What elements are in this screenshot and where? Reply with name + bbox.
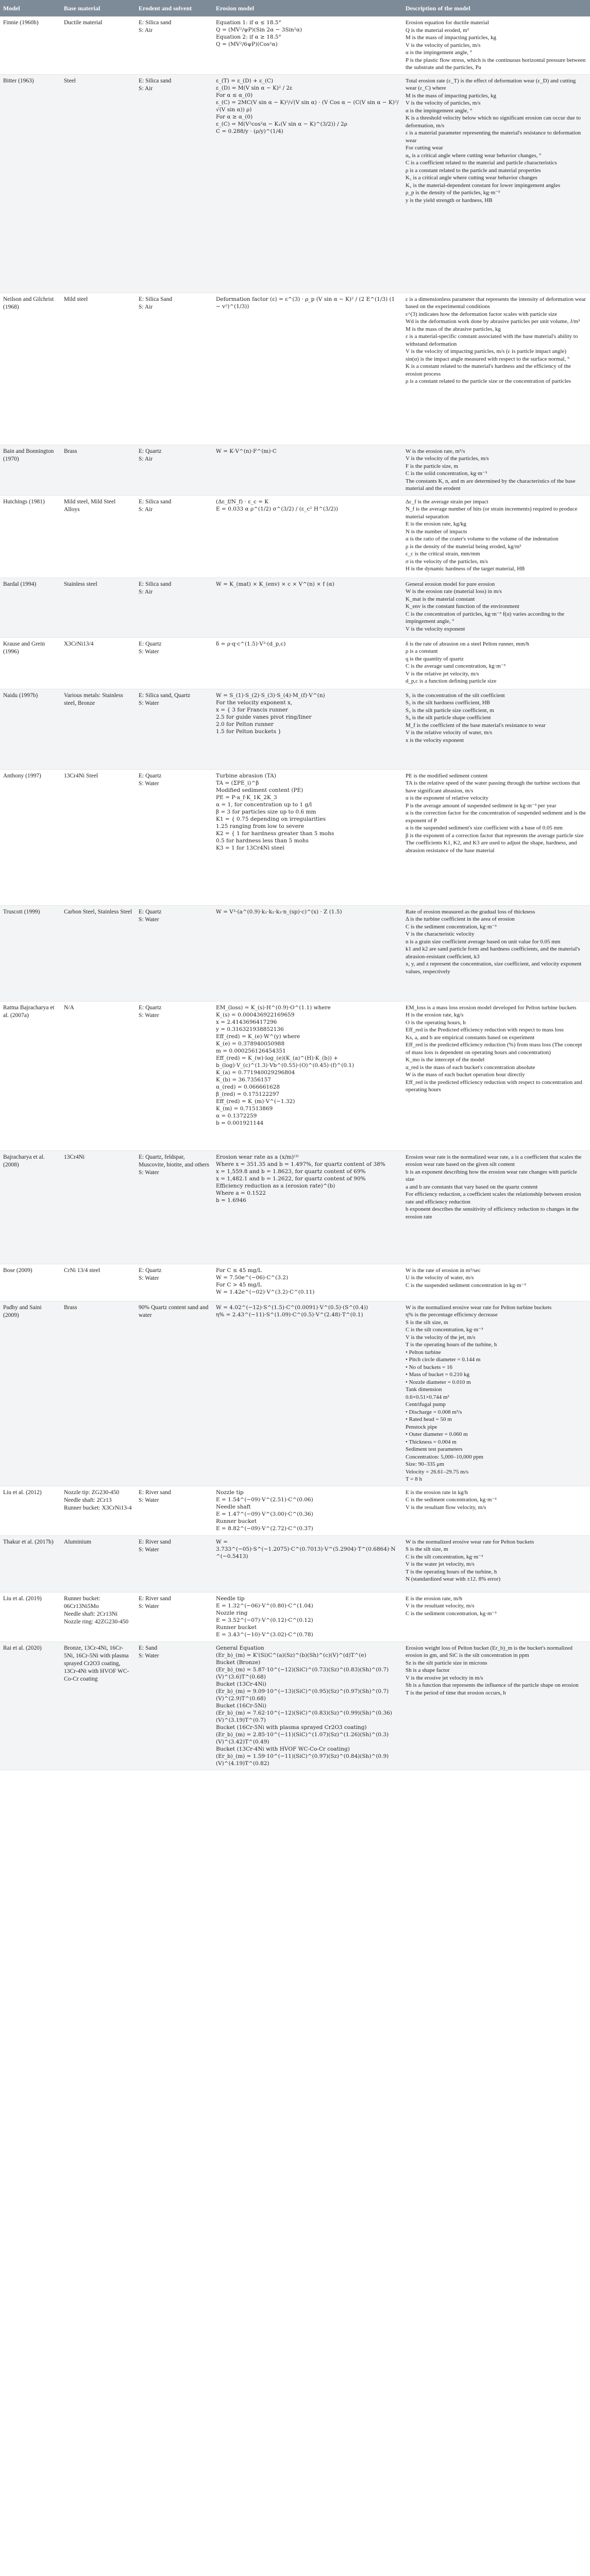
cell-base-material: X3CrNi13/4 — [61, 637, 136, 689]
table-row — [0, 1535, 590, 1592]
cell-erodent: E: Quartz S: Water — [136, 1001, 213, 1150]
cell-model: Naidu (1997b) — [0, 689, 61, 769]
cell-model: Liu et al. (2019) — [0, 1592, 61, 1641]
cell-base-material: Stainless steel — [61, 578, 136, 637]
header-description: Description of the model — [402, 0, 590, 16]
cell-erodent: E: Silica sand S: Air — [136, 16, 213, 74]
table-row — [0, 1592, 590, 1641]
cell-erodent: E: Quartz S: Water — [136, 905, 213, 1001]
cell-description: E is the erosion rate, m/h V is the resultant velocity, m/s C is the sediment concentration, kg·m⁻³ — [402, 1592, 590, 1641]
table-row — [0, 293, 590, 445]
cell-erodent: E: Quartz S: Air — [136, 445, 213, 495]
cell-erodent: E: Silica sand S: Air — [136, 495, 213, 578]
cell-erosion-model: Erosion wear rate as a (x/m)⁽³⁾ Where x = 351.35 and b = 1.497%, for quartz content of 38% x = 1,559.8 and b = 1.8623, for quartz content of 69% x = 1,482.1 and b = 1.2622, for quartz content of 90% Efficiency reduction as a (erosion rate)^(b) Where a = 0.1522 b = 1.6946 — [213, 1150, 402, 1264]
cell-description: S₁ is the concentration of the silt coefficient S₂ is the silt hardness coefficient, HB S₃ is the silt particle size coefficient, m S₄ is the silt particle shape coefficient M_f is the coefficient of the base material's resistance to wear V is the relative velocity of water, m/s x is the velocity exponent — [402, 689, 590, 769]
table-row — [0, 1301, 590, 1486]
cell-erosion-model: For C ≤ 45 mg/L W = 7.50e^(−06)·C^(3.2) For C > 45 mg/L W = 1.42e^(−02)·V^(3.2)·C^(0.11) — [213, 1264, 402, 1301]
cell-description: ε is a dimensionless parameter that represents the intensity of deformation wear based on the experimental conditions ε^(3) indicates how the deformation factor scales with particle size Wd is the deformation work done by abrasive particles per unit volume, J/m³ M is the mass of the abrasive particles, kg ε is a material-specific constant associated with the base material's ability to withstand deformation V is the velocity of impacting particles, m/s (ε is particle impact angle) sin(α) is the impact angle measured with respect to the surface normal, ° K is a constant related to the material's hardness and the efficiency of the erosion process ρ is a constant related to the particle size or the concentration of particles — [402, 293, 590, 445]
cell-base-material: 13Cr4Ni — [61, 1150, 136, 1264]
cell-model: Thakur et al. (2017b) — [0, 1535, 61, 1592]
cell-erosion-model: ε_(T) = ε_(D) + ε_(C) ε_(D) = M(V sin α − K)² / 2ε For α ≤ α_(0) ε_(C) = 2MC(V sin α − K)²/√(V sin α) · (V Cos α − (C(V sin α − K)²/√(V sin α)) ρ) For α ≥ α_(0) ε_(C) = M(V²cos²α − K₁(V sin α − K)^(3/2)) / 2ρ C = 0.288/y · (ρ/y)^(1/4) — [213, 74, 402, 293]
cell-erodent: E: Silica Sand S: Air — [136, 293, 213, 445]
cell-description: Erosion wear rate is the normalized wear rate, a is a coefficient that scales the erosion wear rate based on the given silt content b is an exponent describing how the erosion wear rate changes with particle size a and b are constants that vary based on the quartz content For efficiency reduction, a coefficient scales the relationship between erosion rate and efficiency reduction b exponent describes the sensitivity of efficiency reduction to changes in the erosion rate — [402, 1150, 590, 1264]
cell-base-material: Carbon Steel, Stainless Steel — [61, 905, 136, 1001]
cell-erodent: E: Sand S: Water — [136, 1641, 213, 1770]
cell-model: Bose (2009) — [0, 1264, 61, 1301]
table-row — [0, 1150, 590, 1264]
cell-base-material: Bronze, 13Cr-4Ni, 16Cr-5Ni, 16Cr-5Ni with plasma sprayed Cr2O3 coating, 13Cr-4Ni with HVOF WC-Co-Cr coating — [61, 1641, 136, 1770]
cell-base-material: Nozzle tip: ZG230-450 Needle shaft: 2Cr13 Runner bucket: X3CrNi13-4 — [61, 1486, 136, 1535]
cell-base-material: Mild steel, Mild Steel Alloys — [61, 495, 136, 578]
cell-erodent: E: Silica sand, Quartz S: Water — [136, 689, 213, 769]
cell-description: Erosion equation for ductile material Q is the material eroded, m³ M is the mass of impacting particles, kg V is the velocity of particles, m/s α is the impingement angle, ° P is the plastic flow stress, which is the continuous horizontal pressure between the substrate and the particles, Pa — [402, 16, 590, 74]
table-row — [0, 1641, 590, 1770]
cell-erosion-model: Nozzle tip E = 1.54^(−09)·V^(2.51)·C^(0.06) Needle shaft E = 1.47^(−09)·V^(3.00)·C^(0.36) Runner bucket E = 8.82^(−09)·V^(2.72)·C^(0.37) — [213, 1486, 402, 1535]
cell-model: Krause and Grein (1996) — [0, 637, 61, 689]
cell-description: General erosion model for pure erosion W is the erosion rate (material loss) in m/s K_mat is the material constant K_env is the constant function of the environment C is the concentration of particles, kg·m⁻³ f(α) varies according to the impingement angle, ° V is the velocity exponent — [402, 578, 590, 637]
cell-erosion-model: W = K·V^(n)·F^(m)·C — [213, 445, 402, 495]
cell-erodent: E: River sand S: Water — [136, 1592, 213, 1641]
cell-erosion-model: Deformation factor (ε) = ε^(3) · ρ_p (V sin α − K)² / (2 E^(1/3) (1 − v²)^(1/3)) — [213, 293, 402, 445]
cell-erosion-model: Turbine abrasion (TA) TA = (ΣPE_i)^β Modified sediment content (PE) PE = P·a_f·K_1K_2K_3 α = 1, for concentration up to 1 g/l β = 3 for particles size up to 0.6 mm K1 = { 0.75 depending on irregularities 1.25 ranging from low to severe K2 = { 1 for hardness greater than 5 mohs 0.5 for hardness less than 5 mohs K3 = 1 for 13Cr4Ni steel — [213, 769, 402, 905]
table-row — [0, 74, 590, 293]
cell-base-material: Mild steel — [61, 293, 136, 445]
cell-erosion-model: W = 4.02^(−12)·S^(1.5)·C^(0.0091)·V^(0.5)·(S^(0.4)) η% = 2.43^(−11)·S^(1.09)·C^(0.5)·V^(2.48)·T^(0.1) — [213, 1301, 402, 1486]
cell-model: Truscott (1999) — [0, 905, 61, 1001]
cell-erosion-model: W = K_(mat) × K_(env) × c × V^(n) × f (α) — [213, 578, 402, 637]
cell-erodent: E: Silica sand S: Air — [136, 74, 213, 293]
cell-erosion-model: General Equation (Er_b)_(m) = K'(Si)C^(a)(Sz)^(b)(Sh)^(c)(V)^(d)T^(e) Bucket (Bronze) (Er_b)_(m) = 5.87·10^(−12)(SiC)^(0.73)(Sz)^(0.83)(Sh)^(0.7)(V)^(3.6)T^(0.68) Bucket (13Cr-4Ni) (Er_b)_(m) = 9.09·10^(−13)(SiC)^(0.95)(Sz)^(0.97)(Sh)^(0.7)(V)^(2.9)T^(0.68) Bucket (16Cr-5Ni) (Er_b)_(m) = 7.62·10^(−12)(SiC)^(0.83)(Sz)^(0.99)(Sh)^(0.36)(V)^(3.19)T^(0.7) Bucket (16Cr-5Ni with plasma sprayed Cr2O3 coating) (Er_b)_(m) = 2.85·10^(−11)(SiC)^(1.07)(Sz)^(1.26)(Sh)^(0.3)(V)^(3.42)T^(0.49) Bucket (13Cr-4Ni with HVOF WC-Co-Cr coating) (Er_b)_(m) = 1.59·10^(−11)(SiC)^(0.97)(Sz)^(0.84)(Sh)^(0.9)(V)^(4.19)T^(0.82) — [213, 1641, 402, 1770]
cell-model: Bain and Bonnington (1970) — [0, 445, 61, 495]
cell-erosion-model: Needle tip E = 1.32^(−06)·V^(0.80)·C^(1.04) Nozzle ring E = 3.52^(−07)·V^(0.12)·C^(0.12) Runner bucket E = 3.43^(−10)·V^(3.02)·C^(0.78) — [213, 1592, 402, 1641]
cell-model: Bardal (1994) — [0, 578, 61, 637]
cell-description: EM_loss is a mass loss erosion model developed for Pelton turbine buckets H is the erosion rate, kg/s O is the operating hours, h Eff_red is the Predicted efficiency reduction with respect to mass loss Ks, a, and b are empirical constants based on experiment Eff_red is the predicted efficiency reduction (%) from mass loss (The concept of mass loss is dependent on operating hours and concentration) K_mo is the intercept of the model α_red is the mass of each bucket's concentration absolute W is the mass of each bucket operation hour directly Eff_red is the predicted efficiency reduction with respect to concentration and operating hours — [402, 1001, 590, 1150]
header-model: Model — [0, 0, 61, 16]
cell-erodent: E: Quartz, feldspar, Muscovite, biotite, and others S: Water — [136, 1150, 213, 1264]
table-row — [0, 637, 590, 689]
cell-model: Anthony (1997) — [0, 769, 61, 905]
cell-description: E is the erosion rate in kg/h C is the sediment concentration, kg·m⁻³ V is the resultant flow velocity, m/s — [402, 1486, 590, 1535]
table-row — [0, 16, 590, 74]
table-row — [0, 445, 590, 495]
cell-description: PE is the modified sediment content TA is the relative speed of the water passing through the turbine sections that have significant abrasion, m/s α is the exponent of relative velocity P is the average amount of suspended sediment in kg·m⁻³ per year α is the correction factor for the concentration of suspended sediment and is the exponent of P α is the suspended sediment's size coefficient with a base of 0.05 mm β is the exponent of a correction factor that represents the average particle size The coefficients K1, K2, and K3 are used to adjust the shape, hardness, and abrasion resistance of the base material — [402, 769, 590, 905]
cell-erodent: E: Quartz S: Water — [136, 1264, 213, 1301]
cell-base-material: Brass — [61, 1301, 136, 1486]
header-erodent-solvent: Erodent and solvent — [136, 0, 213, 16]
table-row — [0, 578, 590, 637]
cell-description: W is the normalized erosive wear rate for Pelton buckets S is the silt size, m C is the silt concentration, kg·m⁻³ V is the water jet velocity, m/s T is the operating hours of the turbine, h N (standardized wear with ±12. 8% error) — [402, 1535, 590, 1592]
cell-erosion-model: W = S_(1)·S_(2)·S_(3)·S_(4)·M_(f)·V^(n) For the velocity exponent x, x = { 3 for Francis runner 2.5 for guide vanes pivot ring/liner 2.0 for Pelton runner 1.5 for Pelton buckets } — [213, 689, 402, 769]
table-row — [0, 1486, 590, 1535]
cell-erodent: E: Quartz S: Water — [136, 637, 213, 689]
cell-description: Δε_f is the average strain per impact N_f is the average number of hits (or strain increments) required to produce material separation E is the erosion rate, kg/kg N is the number of impacts α is the ratio of the crater's volume to the volume of the indentation ρ is the density of the material being eroded, kg/m³ ε_c is the critical strain, mm/mm σ is the velocity of the particles, m/s H is the dynamic hardness of the target material, HB — [402, 495, 590, 578]
table-row — [0, 1001, 590, 1150]
cell-description: δ is the rate of abrasion on a steel Pelton runner, mm/h ρ is a constant q is the quantity of quartz C is the average sand concentration, kg·m⁻³ V is the relative jet velocity, m/s d_p,c is a function defining particle size — [402, 637, 590, 689]
cell-description: W is the normalized erosive wear rate for Pelton turbine buckets η% is the percentage efficiency decrease S is the silt size, m C is the silt concentration, kg·m⁻³ V is the velocity of the jet, m/s T is the operating hours of the turbine, h • Pelton turbine • Pitch circle diameter = 0.144 m • No of buckets = 16 • Mass of bucket = 0.210 kg • Nozzle diameter = 0.010 m Tank dimension 0.6×0.51×0.744 m³ Centrifugal pump • Discharge = 0.008 m³/s • Rated head = 50 m Penstock pipe • Outer diameter = 0.060 m • Thickness = 0.004 m Sediment test parameters Concentration: 5,000–10,000 ppm Size: 90–335 μm Velocity = 26.61–29.75 m/s T = 8 h — [402, 1301, 590, 1486]
cell-model: Liu et al. (2012) — [0, 1486, 61, 1535]
cell-model: Rattna Bajracharya et al. (2007a) — [0, 1001, 61, 1150]
cell-erosion-model: (Δε_f/N_f) · ε_c = K E = 0.033 α ρ^(1/2) σ^(3/2) / (ε_c² H^(3/2)) — [213, 495, 402, 578]
cell-erosion-model: EM_(loss) = K_(s)·H^(0.9)·O^(1.1) where K_(s) = 0.000436922169659 x = 2.4143696417296 y = 0.316321938852136 Eff_(red) = K_(e)·W^(y) where K_(e) = 0.378940050988 m = 0.000256126454351 Eff_(red) = K_(w)·log_(e)(K_(a)^(H)·K_(b)) + b_(log)·V_(c)^(1.3)·Vb^(0.55)·(O)^(0.45)·(f)^(0.1) K_(a) = 0.771940029296804 K_(b) = 36.7356157 α_(red) = 0.066661628 β_(red) = 0.175122297 Eff_(red) = K_(m)·V^(−1.32) K_(m) = 0.71513869 α = 0.1372259 b = 0.001921144 — [213, 1001, 402, 1150]
cell-erosion-model: W = V³·(a^(0.9)·k₁·k₂·k₃·n_(sp)·c)^(x) · Z (1.5) — [213, 905, 402, 1001]
cell-base-material: Ductile material — [61, 16, 136, 74]
cell-model: Padhy and Saini (2009) — [0, 1301, 61, 1486]
table-header-row — [0, 0, 590, 16]
cell-erodent: E: River sand S: Water — [136, 1535, 213, 1592]
cell-model: Neilson and Gilchrist (1968) — [0, 293, 61, 445]
cell-base-material: Runner bucket: 06Cr13Ni5Mo Needle shaft: 2Cr13Ni Nozzle ring: 42ZG230-450 — [61, 1592, 136, 1641]
cell-erodent: E: Silica sand S: Air — [136, 578, 213, 637]
cell-erosion-model: δ = ρ·q·c^(1.5)·V³·(d_p,c) — [213, 637, 402, 689]
table-row — [0, 769, 590, 905]
header-erosion-model: Erosion model — [213, 0, 402, 16]
cell-model: Bitter (1963) — [0, 74, 61, 293]
cell-base-material: CrNi 13/4 steel — [61, 1264, 136, 1301]
cell-description: Erosion weight loss of Pelton bucket (Er_b)_m is the bucket's normalized erosion in gm, and SiC is the silt concentration in ppm Sz is the silt particle size in microns Sh is a shape factor V is the erosive jet velocity in m/s Sh is a function that represents the influence of the particle shape on erosion T is the period of time that erosion occurs, h — [402, 1641, 590, 1770]
cell-erosion-model: Equation 1: if α ≤ 18.5° Q = (MV²/ψP)(Sin 2α − 3Sin²α) Equation 2: if α ≥ 18.5° Q = (MV²/6ψP)(Cos²α) — [213, 16, 402, 74]
cell-model: Bajracharya et al. (2008) — [0, 1150, 61, 1264]
cell-base-material: Various metals: Stainless steel, Bronze — [61, 689, 136, 769]
cell-model: Hutchings (1981) — [0, 495, 61, 578]
header-base-material: Base material — [61, 0, 136, 16]
cell-description: Total erosion rate (ε_T) is the effect of deformation wear (ε_D) and cutting wear (ε_C) where M is the mass of impacting particles, kg V is the velocity of particles, m/s α is the impingement angle, ° K is a threshold velocity below which no significant erosion can occur due to deformation, m/s ε is a material parameter representing the material's resistance to deformation wear For cutting wear α₀ is a critical angle where cutting wear behavior changes, ° C is a coefficient related to the material and particle characteristics ρ is a constant related to the particle and material properties K₁ is a critical angle where cutting wear behavior changes K₁ is the material-dependent constant for lower impingement angles ρ_p is the density of the particles, kg·m⁻³ y is the yield strength or hardness, HB — [402, 74, 590, 293]
cell-description: Rate of erosion measured as the gradual loss of thickness Δ is the turbine coefficient in the area of erosion C is the sediment concentration, kg·m⁻³ V is the characteristic velocity n is a grain size coefficient average based on unit value for 0.05 mm k1 and k2 are sand particle form and hardness coefficients, and the material's abrasion-resistant coefficient, k3 x, y, and z represent the concentration, size coefficient, and velocity exponent values, respectively — [402, 905, 590, 1001]
table-row — [0, 689, 590, 769]
cell-erodent: 90% Quartz content sand and water — [136, 1301, 213, 1486]
cell-model: Rai et al. (2020) — [0, 1641, 61, 1770]
table-row — [0, 495, 590, 578]
cell-base-material: N/A — [61, 1001, 136, 1150]
cell-erodent: E: River sand S: Water — [136, 1486, 213, 1535]
cell-base-material: Brass — [61, 445, 136, 495]
cell-model: Finnie (1960b) — [0, 16, 61, 74]
cell-base-material: 13Cr4Ni Steel — [61, 769, 136, 905]
cell-erosion-model: W = 3.733^(−05)·S^(−1.2075)·C^(0.7013)·V^(5.2904)·T^(0.6864)·N^(−0.5413) — [213, 1535, 402, 1592]
cell-erodent: E: Quartz S: Water — [136, 769, 213, 905]
cell-description: W is the erosion rate, m³/s V is the velocity of the particles, m/s F is the particle size, m C is the solid concentration, kg·m⁻³ The constants K, n, and m are determined by the characteristics of the base material and the erodent — [402, 445, 590, 495]
cell-description: W is the rate of erosion in m³/sec U is the velocity of water, m/s C is the suspended sediment concentration in kg·m⁻³ — [402, 1264, 590, 1301]
table-row — [0, 905, 590, 1001]
cell-base-material: Steel — [61, 74, 136, 293]
cell-base-material: Aluminium — [61, 1535, 136, 1592]
table-row — [0, 1264, 590, 1301]
